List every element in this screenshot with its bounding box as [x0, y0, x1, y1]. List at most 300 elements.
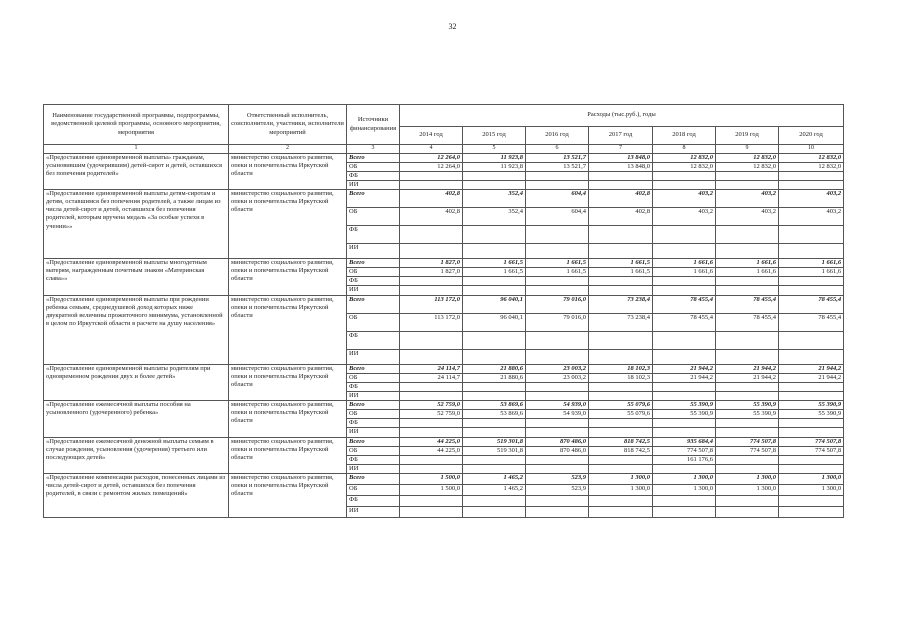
- amount-cell: 870 486,0: [526, 437, 589, 446]
- amount-cell: 13 848,0: [589, 162, 653, 171]
- funding-source: Всего: [347, 437, 400, 446]
- amount-cell: [463, 496, 526, 507]
- amount-cell: [400, 382, 463, 391]
- amount-cell: 12 832,0: [653, 153, 716, 162]
- amount-cell: [400, 180, 463, 189]
- amount-cell: [526, 428, 589, 437]
- amount-cell: [716, 382, 779, 391]
- amount-cell: 55 390,9: [716, 410, 779, 419]
- amount-cell: 403,2: [779, 208, 844, 226]
- header-year: 2014 год: [400, 127, 463, 145]
- header-year: 2015 год: [463, 127, 526, 145]
- amount-cell: 1 465,2: [463, 474, 526, 485]
- amount-cell: [463, 244, 526, 259]
- amount-cell: 13 848,0: [589, 153, 653, 162]
- amount-cell: 78 455,4: [716, 295, 779, 313]
- amount-cell: [716, 496, 779, 507]
- column-number: 6: [526, 145, 589, 154]
- amount-cell: 18 102,3: [589, 364, 653, 373]
- amount-cell: 1 300,0: [779, 485, 844, 496]
- measure-name: «Предоставление единовременной выплаты многодетным матерям, награжденным почетным знаком «Материнская слава»»: [44, 259, 229, 296]
- funding-source: ОБ: [347, 208, 400, 226]
- amount-cell: [716, 277, 779, 286]
- amount-cell: 13 521,7: [526, 162, 589, 171]
- amount-cell: [463, 507, 526, 518]
- amount-cell: [526, 244, 589, 259]
- funding-source: ОБ: [347, 373, 400, 382]
- amount-cell: [779, 277, 844, 286]
- amount-cell: 13 521,7: [526, 153, 589, 162]
- amount-cell: [463, 349, 526, 364]
- header-year: 2016 год: [526, 127, 589, 145]
- measure-name: «Предоставление единовременной выплаты при рождении ребенка семьям, среднедушевой доход которых ниже двукратной величины прожиточного минимума, установленной в целом по Иркутской области в расчете на душу населения»: [44, 295, 229, 364]
- table-row: [44, 364, 844, 373]
- amount-cell: 12 832,0: [716, 153, 779, 162]
- amount-cell: 21 944,2: [779, 373, 844, 382]
- table-row: [44, 295, 844, 313]
- amount-cell: [463, 391, 526, 400]
- amount-cell: [589, 428, 653, 437]
- amount-cell: [589, 455, 653, 464]
- funding-source: Всего: [347, 190, 400, 208]
- amount-cell: 78 455,4: [653, 295, 716, 313]
- amount-cell: [463, 180, 526, 189]
- amount-cell: [653, 464, 716, 473]
- amount-cell: 55 390,9: [653, 401, 716, 410]
- funding-source: ОБ: [347, 162, 400, 171]
- amount-cell: [589, 496, 653, 507]
- amount-cell: 11 923,8: [463, 153, 526, 162]
- amount-cell: 1 500,0: [400, 485, 463, 496]
- amount-cell: [716, 331, 779, 349]
- measure-executor: министерство социального развития, опеки и попечительства Иркутской области: [229, 437, 347, 474]
- amount-cell: [463, 455, 526, 464]
- amount-cell: [589, 226, 653, 244]
- amount-cell: [653, 391, 716, 400]
- amount-cell: [400, 419, 463, 428]
- amount-cell: 870 486,0: [526, 446, 589, 455]
- amount-cell: 774 507,8: [716, 437, 779, 446]
- amount-cell: 774 507,8: [653, 446, 716, 455]
- measure-executor: министерство социального развития, опеки и попечительства Иркутской области: [229, 190, 347, 259]
- amount-cell: [589, 464, 653, 473]
- amount-cell: [463, 331, 526, 349]
- amount-cell: 1 300,0: [716, 485, 779, 496]
- amount-cell: [526, 349, 589, 364]
- amount-cell: 18 102,3: [589, 373, 653, 382]
- amount-cell: 55 390,9: [716, 401, 779, 410]
- amount-cell: [779, 331, 844, 349]
- amount-cell: 774 507,8: [779, 437, 844, 446]
- amount-cell: 53 869,6: [463, 401, 526, 410]
- amount-cell: 519 301,8: [463, 437, 526, 446]
- funding-source: ОБ: [347, 485, 400, 496]
- amount-cell: [526, 180, 589, 189]
- amount-cell: [463, 171, 526, 180]
- column-number: 4: [400, 145, 463, 154]
- amount-cell: [653, 496, 716, 507]
- amount-cell: 96 040,1: [463, 313, 526, 331]
- amount-cell: [400, 391, 463, 400]
- amount-cell: [463, 464, 526, 473]
- amount-cell: 1 300,0: [653, 485, 716, 496]
- amount-cell: 44 225,0: [400, 446, 463, 455]
- amount-cell: [463, 226, 526, 244]
- amount-cell: [463, 428, 526, 437]
- amount-cell: [589, 382, 653, 391]
- amount-cell: [400, 226, 463, 244]
- amount-cell: 12 264,0: [400, 162, 463, 171]
- amount-cell: 403,2: [653, 208, 716, 226]
- measure-executor: министерство социального развития, опеки и попечительства Иркутской области: [229, 364, 347, 401]
- measure-name: «Предоставление единовременной выплаты детям-сиротам и детям, оставшимся без попечения родителей, а также лицам из числа детей-сирот и детей, оставшихся без попечения родителей, которым вручена медаль «За особые успехи в учении»»: [44, 190, 229, 259]
- amount-cell: 1 827,0: [400, 259, 463, 268]
- amount-cell: [779, 286, 844, 295]
- amount-cell: 21 944,2: [779, 364, 844, 373]
- amount-cell: 1 300,0: [589, 485, 653, 496]
- amount-cell: [779, 171, 844, 180]
- funding-source: Всего: [347, 474, 400, 485]
- amount-cell: [716, 226, 779, 244]
- amount-cell: [653, 244, 716, 259]
- amount-cell: 1 661,6: [716, 268, 779, 277]
- amount-cell: [526, 286, 589, 295]
- amount-cell: 113 172,0: [400, 313, 463, 331]
- amount-cell: 55 390,9: [779, 401, 844, 410]
- amount-cell: [779, 244, 844, 259]
- header-year: 2017 год: [589, 127, 653, 145]
- funding-source: ИИ: [347, 349, 400, 364]
- amount-cell: 73 238,4: [589, 295, 653, 313]
- amount-cell: 1 300,0: [716, 474, 779, 485]
- amount-cell: [589, 391, 653, 400]
- column-number: 5: [463, 145, 526, 154]
- amount-cell: 24 114,7: [400, 373, 463, 382]
- amount-cell: [716, 244, 779, 259]
- amount-cell: 402,8: [400, 190, 463, 208]
- amount-cell: [653, 419, 716, 428]
- amount-cell: [400, 171, 463, 180]
- amount-cell: 1 300,0: [653, 474, 716, 485]
- amount-cell: [400, 244, 463, 259]
- amount-cell: [463, 382, 526, 391]
- amount-cell: [779, 349, 844, 364]
- amount-cell: [526, 277, 589, 286]
- amount-cell: [463, 277, 526, 286]
- amount-cell: 402,8: [589, 190, 653, 208]
- amount-cell: [526, 226, 589, 244]
- amount-cell: 818 742,5: [589, 446, 653, 455]
- amount-cell: 1 661,5: [589, 268, 653, 277]
- amount-cell: [526, 419, 589, 428]
- amount-cell: [653, 286, 716, 295]
- amount-cell: [716, 455, 779, 464]
- measure-name: «Предоставление ежемесячной выплаты пособия на усыновленного (удочеренного) ребенка»: [44, 401, 229, 438]
- amount-cell: 52 759,0: [400, 401, 463, 410]
- amount-cell: 1 661,5: [463, 259, 526, 268]
- measure-executor: министерство социального развития, опеки и попечительства Иркутской области: [229, 401, 347, 438]
- amount-cell: [526, 331, 589, 349]
- header-executor: Ответственный исполнитель, соисполнители, участники, исполнители мероприятий: [229, 105, 347, 145]
- funding-source: ФБ: [347, 277, 400, 286]
- amount-cell: 78 455,4: [779, 313, 844, 331]
- amount-cell: 1 827,0: [400, 268, 463, 277]
- amount-cell: [716, 391, 779, 400]
- amount-cell: 1 661,5: [526, 268, 589, 277]
- amount-cell: 12 832,0: [716, 162, 779, 171]
- amount-cell: 21 944,2: [653, 364, 716, 373]
- amount-cell: 1 500,0: [400, 474, 463, 485]
- funding-source: ИИ: [347, 286, 400, 295]
- funding-source: Всего: [347, 153, 400, 162]
- column-number: 9: [716, 145, 779, 154]
- measure-executor: министерство социального развития, опеки и попечительства Иркутской области: [229, 153, 347, 190]
- column-number: 8: [653, 145, 716, 154]
- amount-cell: 1 661,6: [779, 259, 844, 268]
- amount-cell: 55 390,9: [653, 410, 716, 419]
- amount-cell: 402,8: [400, 208, 463, 226]
- amount-cell: 21 944,2: [716, 364, 779, 373]
- amount-cell: 24 114,7: [400, 364, 463, 373]
- amount-cell: [779, 382, 844, 391]
- header-year: 2020 год: [779, 127, 844, 145]
- table-row: [44, 401, 844, 410]
- funding-source: ИИ: [347, 428, 400, 437]
- amount-cell: [779, 507, 844, 518]
- table-row: [44, 474, 844, 485]
- amount-cell: 55 079,6: [589, 401, 653, 410]
- funding-source: ОБ: [347, 410, 400, 419]
- amount-cell: [779, 419, 844, 428]
- amount-cell: [589, 277, 653, 286]
- measure-name: «Предоставление ежемесячной денежной выплаты семьям в случае рождения, усыновления (удочерения) третьего или последующих детей»: [44, 437, 229, 474]
- header-source: Источники финансирования: [347, 105, 400, 145]
- funding-source: ИИ: [347, 244, 400, 259]
- amount-cell: 352,4: [463, 190, 526, 208]
- amount-cell: [400, 496, 463, 507]
- amount-cell: 52 759,0: [400, 410, 463, 419]
- amount-cell: [779, 391, 844, 400]
- amount-cell: 21 944,2: [716, 373, 779, 382]
- funding-source: ФБ: [347, 496, 400, 507]
- amount-cell: [526, 171, 589, 180]
- amount-cell: 96 040,1: [463, 295, 526, 313]
- amount-cell: 604,4: [526, 208, 589, 226]
- funding-source: ИИ: [347, 507, 400, 518]
- amount-cell: 1 661,6: [716, 259, 779, 268]
- amount-cell: 55 079,6: [589, 410, 653, 419]
- amount-cell: [589, 171, 653, 180]
- amount-cell: 78 455,4: [779, 295, 844, 313]
- funding-source: ИИ: [347, 464, 400, 473]
- amount-cell: [779, 496, 844, 507]
- amount-cell: 403,2: [779, 190, 844, 208]
- amount-cell: [653, 180, 716, 189]
- header-year: 2019 год: [716, 127, 779, 145]
- amount-cell: [400, 428, 463, 437]
- funding-source: ИИ: [347, 180, 400, 189]
- amount-cell: [400, 331, 463, 349]
- amount-cell: 12 832,0: [779, 162, 844, 171]
- column-number: 2: [229, 145, 347, 154]
- amount-cell: [653, 277, 716, 286]
- amount-cell: 78 455,4: [653, 313, 716, 331]
- amount-cell: 55 390,9: [779, 410, 844, 419]
- funding-source: Всего: [347, 364, 400, 373]
- funding-source: ФБ: [347, 331, 400, 349]
- amount-cell: 403,2: [653, 190, 716, 208]
- funding-source: ОБ: [347, 446, 400, 455]
- amount-cell: 54 939,0: [526, 410, 589, 419]
- amount-cell: [589, 331, 653, 349]
- amount-cell: [653, 226, 716, 244]
- amount-cell: 44 225,0: [400, 437, 463, 446]
- header-name: Наименование государственной программы, подпрограммы, ведомственной целевой программы, основного мероприятия, мероприятия: [44, 105, 229, 145]
- funding-source: ФБ: [347, 419, 400, 428]
- amount-cell: 1 661,6: [779, 268, 844, 277]
- amount-cell: 1 661,6: [653, 259, 716, 268]
- amount-cell: 23 003,2: [526, 364, 589, 373]
- amount-cell: [653, 382, 716, 391]
- amount-cell: [716, 419, 779, 428]
- expenses-table: [43, 104, 844, 518]
- funding-source: ФБ: [347, 455, 400, 464]
- amount-cell: [400, 349, 463, 364]
- amount-cell: [400, 277, 463, 286]
- amount-cell: [526, 382, 589, 391]
- amount-cell: [716, 180, 779, 189]
- amount-cell: 54 939,0: [526, 401, 589, 410]
- table-row: [44, 153, 844, 162]
- column-number: 3: [347, 145, 400, 154]
- amount-cell: 352,4: [463, 208, 526, 226]
- amount-cell: 774 507,8: [779, 446, 844, 455]
- amount-cell: [716, 286, 779, 295]
- amount-cell: 12 832,0: [779, 153, 844, 162]
- funding-source: ФБ: [347, 226, 400, 244]
- funding-source: ИИ: [347, 391, 400, 400]
- amount-cell: 12 832,0: [653, 162, 716, 171]
- amount-cell: 402,8: [589, 208, 653, 226]
- amount-cell: 403,2: [716, 208, 779, 226]
- amount-cell: [463, 419, 526, 428]
- amount-cell: 161 176,6: [653, 455, 716, 464]
- amount-cell: 12 264,0: [400, 153, 463, 162]
- funding-source: ФБ: [347, 382, 400, 391]
- amount-cell: 113 172,0: [400, 295, 463, 313]
- measure-name: «Предоставление компенсации расходов, понесенных лицами из числа детей-сирот и детей, оставшихся без попечения родителей, в связи с ремонтом жилых помещений»: [44, 474, 229, 518]
- header-year: 2018 год: [653, 127, 716, 145]
- table-row: [44, 259, 844, 268]
- amount-cell: 79 016,0: [526, 313, 589, 331]
- measure-name: «Предоставление единовременной выплаты» гражданам, усыновившим (удочерившим) детей-сирот и детей, оставшихся без попечения родителей»: [44, 153, 229, 190]
- amount-cell: [716, 349, 779, 364]
- column-number: 10: [779, 145, 844, 154]
- measure-executor: министерство социального развития, опеки и попечительства Иркутской области: [229, 295, 347, 364]
- amount-cell: [716, 464, 779, 473]
- amount-cell: 1 465,2: [463, 485, 526, 496]
- amount-cell: [400, 507, 463, 518]
- amount-cell: 935 684,4: [653, 437, 716, 446]
- amount-cell: 1 300,0: [779, 474, 844, 485]
- amount-cell: 818 742,5: [589, 437, 653, 446]
- amount-cell: 79 016,0: [526, 295, 589, 313]
- amount-cell: 1 661,6: [653, 268, 716, 277]
- amount-cell: 23 003,2: [526, 373, 589, 382]
- amount-cell: [589, 349, 653, 364]
- amount-cell: [526, 496, 589, 507]
- measure-executor: министерство социального развития, опеки и попечительства Иркутской области: [229, 474, 347, 518]
- page-number: 32: [448, 22, 457, 31]
- table-row: [44, 190, 844, 208]
- amount-cell: [400, 286, 463, 295]
- amount-cell: 1 300,0: [589, 474, 653, 485]
- amount-cell: [589, 286, 653, 295]
- amount-cell: [779, 428, 844, 437]
- amount-cell: [526, 455, 589, 464]
- amount-cell: [779, 226, 844, 244]
- amount-cell: [526, 391, 589, 400]
- amount-cell: [526, 507, 589, 518]
- amount-cell: 78 455,4: [716, 313, 779, 331]
- amount-cell: 604,4: [526, 190, 589, 208]
- amount-cell: [716, 171, 779, 180]
- amount-cell: [589, 180, 653, 189]
- measure-name: «Предоставление единовременной выплаты родителям при одновременном рождении двух и более детей»: [44, 364, 229, 401]
- amount-cell: 21 944,2: [653, 373, 716, 382]
- amount-cell: 774 507,8: [716, 446, 779, 455]
- column-number: 7: [589, 145, 653, 154]
- amount-cell: 523,9: [526, 485, 589, 496]
- amount-cell: [653, 171, 716, 180]
- amount-cell: 1 661,5: [463, 268, 526, 277]
- amount-cell: [653, 507, 716, 518]
- amount-cell: [526, 464, 589, 473]
- amount-cell: [589, 419, 653, 428]
- amount-cell: 21 880,6: [463, 373, 526, 382]
- amount-cell: [589, 507, 653, 518]
- amount-cell: 73 238,4: [589, 313, 653, 331]
- amount-cell: [779, 464, 844, 473]
- amount-cell: 403,2: [716, 190, 779, 208]
- funding-source: Всего: [347, 259, 400, 268]
- amount-cell: [716, 507, 779, 518]
- amount-cell: 1 661,5: [526, 259, 589, 268]
- funding-source: ОБ: [347, 313, 400, 331]
- amount-cell: [400, 455, 463, 464]
- amount-cell: [653, 428, 716, 437]
- amount-cell: 523,9: [526, 474, 589, 485]
- funding-source: Всего: [347, 401, 400, 410]
- funding-source: Всего: [347, 295, 400, 313]
- amount-cell: 21 880,6: [463, 364, 526, 373]
- amount-cell: [653, 331, 716, 349]
- column-number: 1: [44, 145, 229, 154]
- funding-source: ФБ: [347, 171, 400, 180]
- funding-source: ОБ: [347, 268, 400, 277]
- header-expenses: Расходы (тыс.руб.), годы: [400, 105, 844, 127]
- amount-cell: [716, 428, 779, 437]
- amount-cell: 53 869,6: [463, 410, 526, 419]
- table-row: [44, 437, 844, 446]
- amount-cell: [653, 349, 716, 364]
- amount-cell: 1 661,5: [589, 259, 653, 268]
- amount-cell: [779, 455, 844, 464]
- amount-cell: [463, 286, 526, 295]
- measure-executor: министерство социального развития, опеки и попечительства Иркутской области: [229, 259, 347, 296]
- amount-cell: 11 923,8: [463, 162, 526, 171]
- amount-cell: 519 301,8: [463, 446, 526, 455]
